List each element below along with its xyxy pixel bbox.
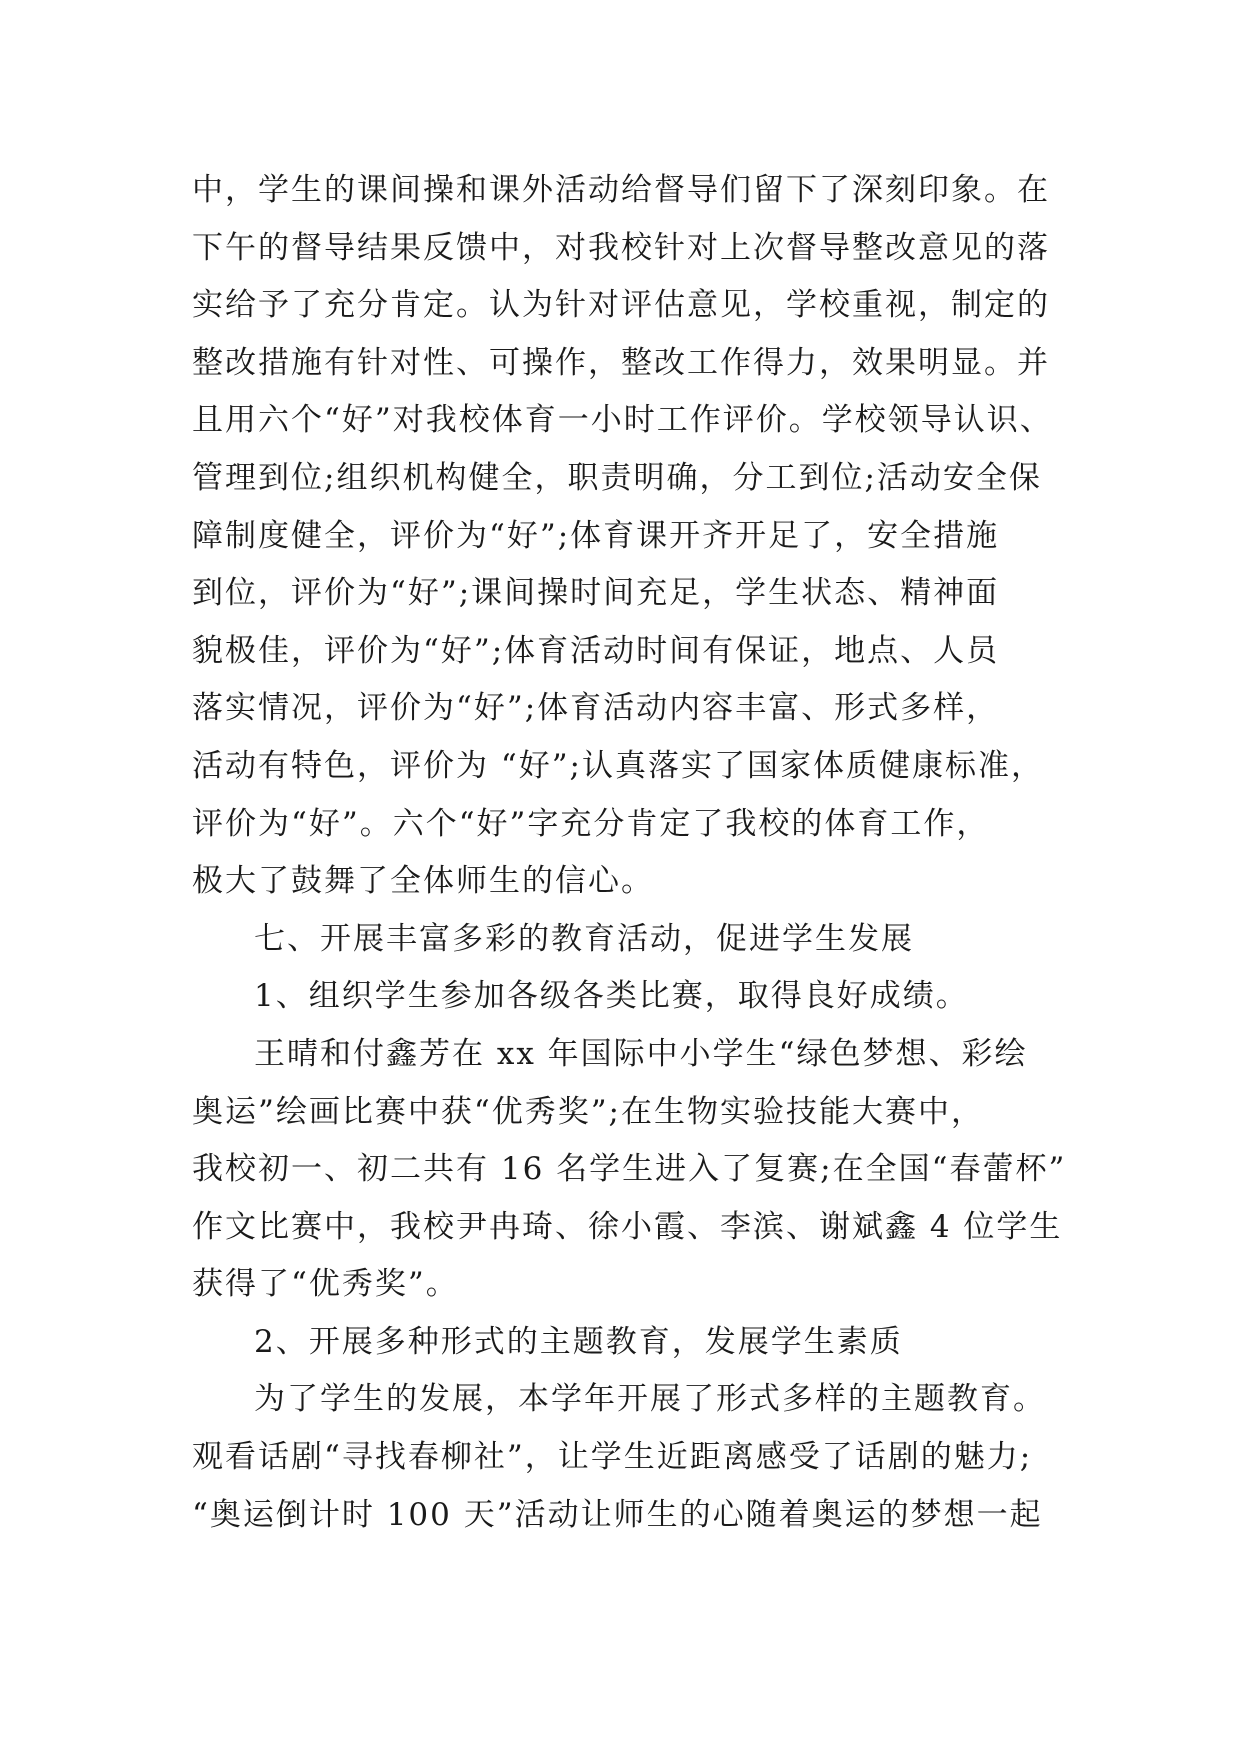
text-line: 评价为“好”。六个“好”字充分肯定了我校的体育工作，: [192, 805, 990, 842]
text-line: 1、组织学生参加各级各类比赛，取得良好成绩。: [254, 978, 969, 1015]
text-line: 2、开展多种形式的主题教育，发展学生素质: [254, 1323, 903, 1360]
text-line: 作文比赛中，我校尹冉琦、徐小霞、李滨、谢斌鑫 4 位学生: [192, 1208, 1063, 1245]
text-line: “奥运倒计时 100 天”活动让师生的心随着奥运的梦想一起: [192, 1496, 1043, 1533]
document-body: [192, 162, 1072, 1544]
text-line: 下午的督导结果反馈中，对我校针对上次督导整改意见的落: [192, 229, 1050, 266]
text-line: 王晴和付鑫芳在 xx 年国际中小学生“绿色梦想、彩绘: [254, 1035, 1028, 1072]
text-line: 实给予了充分肯定。认为针对评估意见，学校重视，制定的: [192, 287, 1050, 324]
text-line: 活动有特色，评价为 “好”;认真落实了国家体质健康标准，: [192, 747, 1044, 784]
text-line: 观看话剧“寻找春柳社”，让学生近距离感受了话剧的魅力;: [192, 1439, 1033, 1476]
text-line: 为了学生的发展，本学年开展了形式多样的主题教育。: [254, 1381, 1046, 1418]
text-line: 整改措施有针对性、可操作，整改工作得力，效果明显。并: [192, 344, 1050, 381]
text-line: 七、开展丰富多彩的教育活动，促进学生发展: [254, 920, 914, 957]
text-line: 获得了“优秀奖”。: [192, 1266, 459, 1303]
text-line: 我校初一、初二共有 16 名学生进入了复赛;在全国“春蕾杯”: [192, 1151, 1067, 1188]
text-line: 到位，评价为“好”;课间操时间充足，学生状态、精神面: [192, 575, 1000, 612]
text-line: 中，学生的课间操和课外活动给督导们留下了深刻印象。在: [192, 172, 1050, 208]
text-line: 极大了鼓舞了全体师生的信心。: [192, 863, 654, 900]
text-line: 且用六个“好”对我校体育一小时工作评价。学校领导认识、: [192, 402, 1053, 439]
text-line: 貌极佳，评价为“好”;体育活动时间有保证，地点、人员: [192, 632, 1000, 669]
text-line: 落实情况，评价为“好”;体育活动内容丰富、形式多样，: [192, 690, 1000, 727]
text-line: 障制度健全，评价为“好”;体育课开齐开足了，安全措施: [192, 517, 1000, 554]
text-line: 奥运”绘画比赛中获“优秀奖”;在生物实验技能大赛中，: [192, 1093, 984, 1130]
text-line: 管理到位;组织机构健全，职责明确，分工到位;活动安全保: [192, 459, 1042, 496]
